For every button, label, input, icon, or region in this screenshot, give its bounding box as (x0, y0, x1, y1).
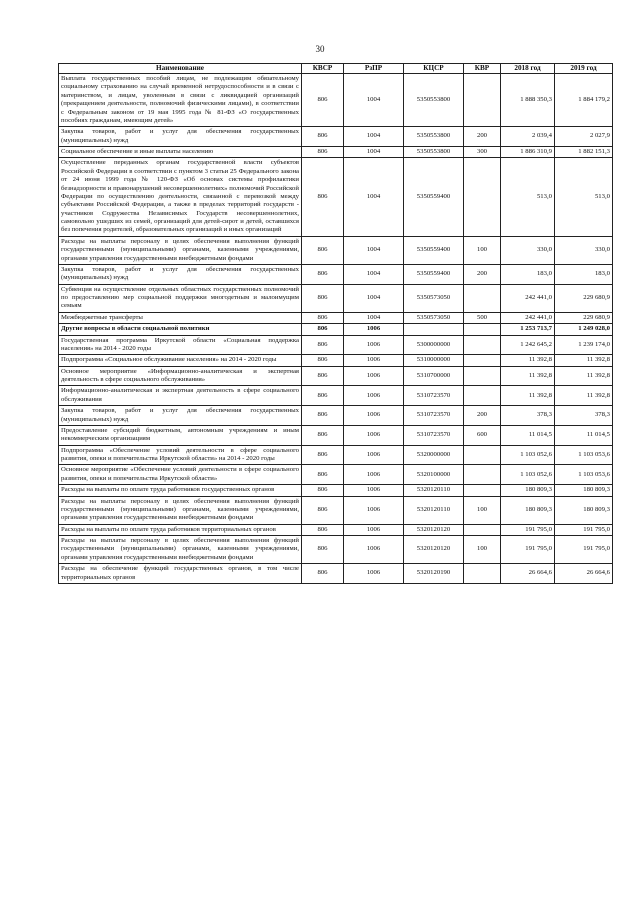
cell-kcsr: 5350553800 (404, 127, 464, 147)
cell-kcsr: 5310723570 (404, 406, 464, 426)
cell-name: Расходы на выплаты по оплате труда работников государственных органов (59, 485, 302, 496)
cell-kvsr: 806 (302, 445, 344, 465)
cell-2019: 1 103 053,6 (555, 445, 613, 465)
cell-kvsr: 806 (302, 335, 344, 355)
cell-kvr (464, 355, 501, 366)
cell-name: Основное мероприятие «Обеспечение условий деятельности в сфере социального развития, опеки и попечительства Иркутской области» (59, 465, 302, 485)
cell-kcsr: 5320120120 (404, 536, 464, 564)
cell-kcsr: 5310700000 (404, 366, 464, 386)
cell-rzpr: 1006 (344, 406, 404, 426)
cell-kcsr: 5350553800 (404, 147, 464, 158)
cell-kvsr: 806 (302, 496, 344, 524)
table-row (59, 158, 613, 236)
cell-2018: 180 809,3 (501, 496, 555, 524)
header-2018: 2018 год (501, 64, 555, 74)
cell-2019: 330,0 (555, 236, 613, 264)
table-row (59, 355, 613, 366)
cell-rzpr: 1006 (344, 536, 404, 564)
cell-name: Информационно-аналитическая и экспертная деятельность в сфере социального обслуживания (59, 386, 302, 406)
cell-rzpr: 1004 (344, 147, 404, 158)
cell-kcsr: 5350559400 (404, 264, 464, 284)
cell-kvr: 300 (464, 147, 501, 158)
cell-kvr: 100 (464, 496, 501, 524)
cell-2018: 1 253 713,7 (501, 324, 555, 335)
cell-kcsr: 5320120110 (404, 485, 464, 496)
cell-2018: 11 392,8 (501, 355, 555, 366)
cell-kvsr: 806 (302, 465, 344, 485)
cell-2019: 1 884 179,2 (555, 74, 613, 127)
cell-kvsr: 806 (302, 386, 344, 406)
cell-2019: 378,3 (555, 406, 613, 426)
cell-2019: 1 103 053,6 (555, 465, 613, 485)
cell-kvsr: 806 (302, 366, 344, 386)
cell-kvr (464, 485, 501, 496)
cell-kvr (464, 465, 501, 485)
cell-kvr: 200 (464, 264, 501, 284)
cell-kcsr: 5350559400 (404, 158, 464, 236)
table-row (59, 485, 613, 496)
table-row (59, 236, 613, 264)
cell-name: Осуществление переданных органам государственной власти субъектов Российской Федерации в соответствии с пунктом 3 статьи 25 Федерального закона от 24 июня 1999 года № 120-ФЗ «Об основах системы профилактики безнадзорности и правонарушений несовершеннолетних» полномочий Российской Федерации по осуществлению деятельности, связанной с перевозкой между субъектами Российской Федерации, а также в пределах территорий государств - участников Содружества Независимых Государств несовершеннолетних, самовольно ушедших из семей, организаций для детей-сирот и детей, оставшихся без попечения родителей, образовательных организаций и иных организаций (59, 158, 302, 236)
cell-2018: 191 795,0 (501, 536, 555, 564)
cell-name: Межбюджетные трансферты (59, 312, 302, 323)
header-2019: 2019 год (555, 64, 613, 74)
header-kcsr: КЦСР (404, 64, 464, 74)
table-row (59, 536, 613, 564)
cell-rzpr: 1006 (344, 485, 404, 496)
table-header-row (59, 64, 613, 74)
cell-kvsr: 806 (302, 406, 344, 426)
cell-2019: 11 014,5 (555, 425, 613, 445)
cell-rzpr: 1006 (344, 355, 404, 366)
table-row (59, 366, 613, 386)
cell-kvr: 600 (464, 425, 501, 445)
cell-rzpr: 1006 (344, 445, 404, 465)
cell-kvr (464, 74, 501, 127)
cell-kvr: 100 (464, 536, 501, 564)
cell-kvsr: 806 (302, 158, 344, 236)
cell-2018: 180 809,3 (501, 485, 555, 496)
budget-table (58, 63, 613, 584)
cell-kcsr: 5350573050 (404, 312, 464, 323)
cell-2019: 191 795,0 (555, 524, 613, 535)
cell-2019: 26 664,6 (555, 564, 613, 584)
table-body (59, 74, 613, 584)
cell-kcsr: 5320100000 (404, 465, 464, 485)
cell-2018: 11 392,8 (501, 386, 555, 406)
cell-2018: 11 392,8 (501, 366, 555, 386)
cell-kvsr: 806 (302, 284, 344, 312)
table-row (59, 496, 613, 524)
table-row (59, 147, 613, 158)
cell-kcsr: 5350573050 (404, 284, 464, 312)
cell-rzpr: 1006 (344, 324, 404, 335)
cell-kvsr: 806 (302, 425, 344, 445)
cell-2019: 1 249 028,0 (555, 324, 613, 335)
table-row (59, 524, 613, 535)
cell-name: Социальное обеспечение и иные выплаты населению (59, 147, 302, 158)
cell-kvr: 500 (464, 312, 501, 323)
cell-name: Предоставление субсидий бюджетным, автономным учреждениям и иным некоммерческим организациям (59, 425, 302, 445)
cell-2018: 513,0 (501, 158, 555, 236)
cell-kvsr: 806 (302, 147, 344, 158)
cell-kvr (464, 564, 501, 584)
cell-name: Закупка товаров, работ и услуг для обеспечения государственных (муниципальных) нужд (59, 127, 302, 147)
cell-kvr (464, 335, 501, 355)
cell-name: Расходы на выплаты по оплате труда работников территориальных органов (59, 524, 302, 535)
table-row (59, 445, 613, 465)
header-rzpr: РзПР (344, 64, 404, 74)
cell-name: Расходы на выплаты персоналу в целях обеспечения выполнения функций государственными (муниципальными) органами, казенными учреждениями, органами управления государственными внебюджетными фондами (59, 496, 302, 524)
cell-kvr (464, 284, 501, 312)
cell-kvr (464, 524, 501, 535)
cell-2019: 11 392,8 (555, 386, 613, 406)
table-row (59, 127, 613, 147)
cell-name: Закупка товаров, работ и услуг для обеспечения государственных (муниципальных) нужд (59, 264, 302, 284)
cell-2019: 183,0 (555, 264, 613, 284)
cell-2019: 229 680,9 (555, 284, 613, 312)
cell-kvsr: 806 (302, 524, 344, 535)
table-row (59, 284, 613, 312)
cell-2018: 242 441,0 (501, 312, 555, 323)
cell-name: Расходы на выплаты персоналу в целях обеспечения выполнения функций государственными (муниципальными) органами, казенными учреждениями, органами управления государственными внебюджетными фондами (59, 236, 302, 264)
cell-2018: 11 014,5 (501, 425, 555, 445)
cell-2019: 1 882 151,3 (555, 147, 613, 158)
cell-kvsr: 806 (302, 236, 344, 264)
cell-kvsr: 806 (302, 264, 344, 284)
table-row (59, 425, 613, 445)
cell-2019: 1 239 174,0 (555, 335, 613, 355)
cell-kcsr: 5310723570 (404, 386, 464, 406)
cell-rzpr: 1006 (344, 465, 404, 485)
cell-kvsr: 806 (302, 564, 344, 584)
cell-kcsr: 5320120110 (404, 496, 464, 524)
cell-kcsr: 5300000000 (404, 335, 464, 355)
header-kvr: КВР (464, 64, 501, 74)
cell-rzpr: 1004 (344, 158, 404, 236)
cell-kcsr: 5320120190 (404, 564, 464, 584)
cell-2018: 242 441,0 (501, 284, 555, 312)
cell-name: Государственная программа Иркутской области «Социальная поддержка населения» на 2014 - 2020 годы (59, 335, 302, 355)
cell-kvsr: 806 (302, 324, 344, 335)
cell-rzpr: 1006 (344, 366, 404, 386)
cell-rzpr: 1004 (344, 74, 404, 127)
cell-kcsr (404, 324, 464, 335)
cell-name: Расходы на обеспечение функций государственных органов, в том числе территориальных органов (59, 564, 302, 584)
cell-rzpr: 1004 (344, 236, 404, 264)
cell-2018: 1 103 052,6 (501, 445, 555, 465)
cell-2018: 26 664,6 (501, 564, 555, 584)
cell-2018: 1 103 052,6 (501, 465, 555, 485)
cell-2019: 11 392,8 (555, 355, 613, 366)
cell-kvsr: 806 (302, 127, 344, 147)
cell-name: Подпрограмма «Социальное обслуживание населения» на 2014 - 2020 годы (59, 355, 302, 366)
cell-name: Другие вопросы в области социальной политики (59, 324, 302, 335)
cell-2019: 11 392,8 (555, 366, 613, 386)
cell-2018: 183,0 (501, 264, 555, 284)
cell-kvr (464, 324, 501, 335)
cell-2019: 180 809,3 (555, 485, 613, 496)
cell-kcsr: 5320120120 (404, 524, 464, 535)
cell-rzpr: 1004 (344, 264, 404, 284)
cell-rzpr: 1006 (344, 564, 404, 584)
cell-2018: 378,3 (501, 406, 555, 426)
cell-kvsr: 806 (302, 74, 344, 127)
cell-kvsr: 806 (302, 312, 344, 323)
cell-rzpr: 1006 (344, 335, 404, 355)
cell-2018: 2 039,4 (501, 127, 555, 147)
cell-kvr: 200 (464, 127, 501, 147)
header-name: Наименование (59, 64, 302, 74)
cell-name: Подпрограмма «Обеспечение условий деятельности в сфере социального развития, опеки и попечительства Иркутской области» на 2014 - 2020 годы (59, 445, 302, 465)
table-row (59, 406, 613, 426)
cell-kvr: 100 (464, 236, 501, 264)
header-kvsr: КВСР (302, 64, 344, 74)
table-row (59, 74, 613, 127)
cell-2019: 191 795,0 (555, 536, 613, 564)
cell-2018: 1 242 645,2 (501, 335, 555, 355)
table-row (59, 386, 613, 406)
table-row (59, 324, 613, 335)
cell-kvsr: 806 (302, 536, 344, 564)
cell-2019: 513,0 (555, 158, 613, 236)
cell-rzpr: 1004 (344, 312, 404, 323)
cell-kcsr: 5350553800 (404, 74, 464, 127)
cell-kvr (464, 445, 501, 465)
cell-rzpr: 1004 (344, 284, 404, 312)
table-row (59, 465, 613, 485)
cell-kcsr: 5350559400 (404, 236, 464, 264)
table-row (59, 335, 613, 355)
cell-2018: 1 886 310,9 (501, 147, 555, 158)
cell-kvr (464, 158, 501, 236)
cell-rzpr: 1006 (344, 425, 404, 445)
table-row (59, 312, 613, 323)
cell-kvr (464, 386, 501, 406)
cell-kvsr: 806 (302, 485, 344, 496)
cell-2019: 180 809,3 (555, 496, 613, 524)
cell-rzpr: 1004 (344, 127, 404, 147)
cell-rzpr: 1006 (344, 386, 404, 406)
cell-name: Основное мероприятие «Информационно-аналитическая и экспертная деятельность в сфере социального обслуживания» (59, 366, 302, 386)
page-number: 30 (315, 44, 325, 54)
cell-2018: 1 888 350,3 (501, 74, 555, 127)
cell-name: Выплата государственных пособий лицам, не подлежащим обязательному социальному страхованию на случай временной нетрудоспособности и в связи с материнством, и лицам, уволенным в связи с ликвидацией организаций (прекращением деятельности, полномочий физическими лицами), в соответствии с Федеральным законом от 19 мая 1995 года № 81-ФЗ «О государственных пособиях гражданам, имеющим детей» (59, 74, 302, 127)
cell-2019: 229 680,9 (555, 312, 613, 323)
cell-name: Субвенция на осуществление отдельных областных государственных полномочий по предоставлению мер социальной поддержки многодетным и малоимущим семьям (59, 284, 302, 312)
cell-2019: 2 027,9 (555, 127, 613, 147)
cell-name: Закупка товаров, работ и услуг для обеспечения государственных (муниципальных) нужд (59, 406, 302, 426)
table-row (59, 564, 613, 584)
table-row (59, 264, 613, 284)
cell-2018: 330,0 (501, 236, 555, 264)
cell-kcsr: 5310000000 (404, 355, 464, 366)
cell-kcsr: 5310723570 (404, 425, 464, 445)
cell-kvr (464, 366, 501, 386)
cell-kcsr: 5320000000 (404, 445, 464, 465)
cell-kvr: 200 (464, 406, 501, 426)
cell-rzpr: 1006 (344, 524, 404, 535)
cell-rzpr: 1006 (344, 496, 404, 524)
cell-name: Расходы на выплаты персоналу в целях обеспечения выполнения функций государственными (муниципальными) органами, казенными учреждениями, органами управления государственными внебюджетными фондами (59, 536, 302, 564)
cell-2018: 191 795,0 (501, 524, 555, 535)
cell-kvsr: 806 (302, 355, 344, 366)
